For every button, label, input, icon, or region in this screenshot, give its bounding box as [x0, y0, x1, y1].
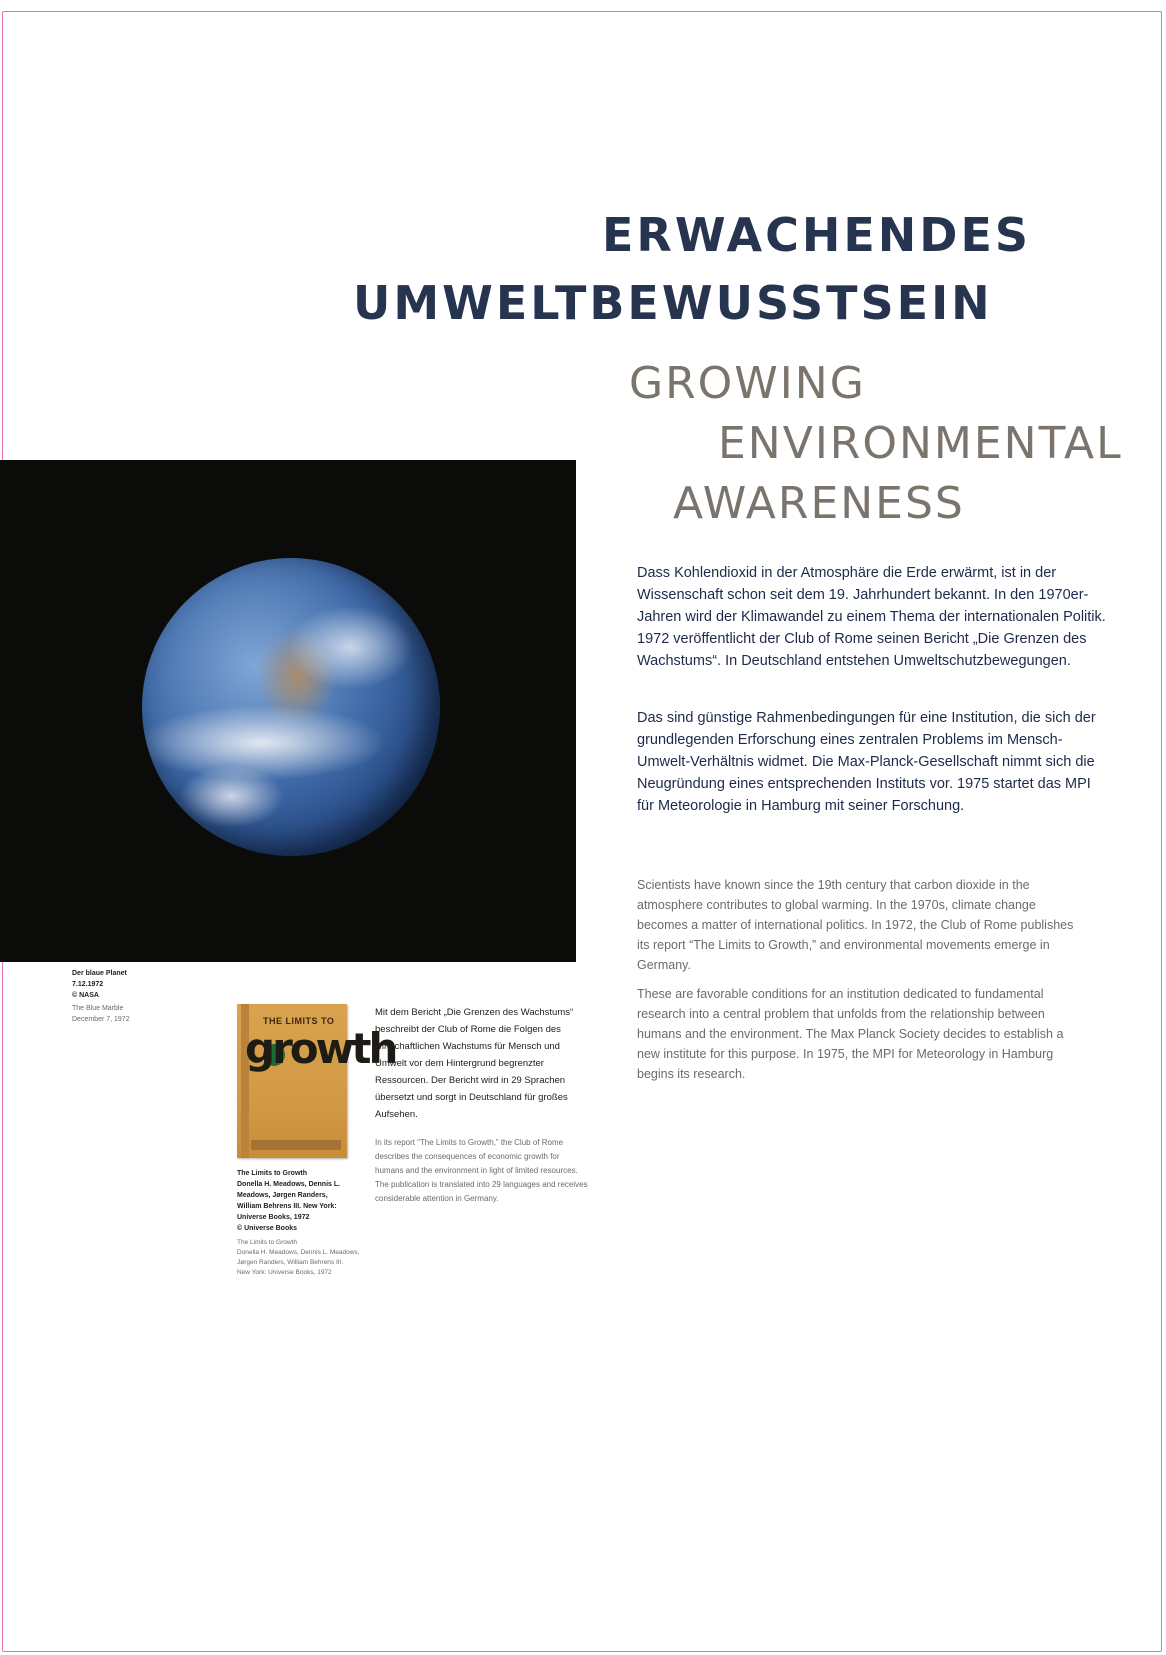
- title-german-line-2: UMWELTBEWUSSTSEIN: [353, 276, 993, 330]
- intro-paragraph-en-2: These are favorable conditions for an institution dedicated to fundamental research into a central problem that unfolds from the relationship between humans and the environment. The Max Planck Society decides to establish a new institute for this purpose. In 1975, the MPI for Meteorology in Hamburg begins its research.: [637, 987, 1064, 1081]
- book-cover-title: THE LIMITS TO: [263, 1016, 335, 1026]
- intro-paragraph-en-1: Scientists have known since the 19th century that carbon dioxide in the atmosphere contributes to global warming. In the 1970s, climate change becomes a matter of international politics. In 1972, the Club of Rome publishes its report “The Limits to Growth,” and environmental movements emerge in Germany.: [637, 878, 1074, 972]
- book-caption-de-line: Meadows, Jørgen Randers,: [237, 1192, 328, 1199]
- book-caption: [237, 1168, 377, 1278]
- book-cover-big-word: growth: [245, 1024, 396, 1073]
- title-german-line-1: ERWACHENDES: [602, 208, 1032, 262]
- intro-paragraph-de-1: Dass Kohlendioxid in der Atmosphäre die Erde erwärmt, ist in der Wissenschaft schon seit dem 19. Jahrhundert bekannt. In den 1970er-Jahren wird der Klimawandel zu einem Thema der internationalen Politik. 1972 veröffentlicht der Club of Rome seinen Bericht „Die Grenzen des Wachstums“. In Deutschland entstehen Umweltschutzbewegungen.: [637, 565, 1106, 669]
- book-description-en: In its report “The Limits to Growth,” the Club of Rome describes the consequences of economic growth for humans and the environment in light of limited resources. The publication is translated into 29 languages and receives considerable attention in Germany.: [375, 1138, 588, 1203]
- book-caption-de-line: Universe Books, 1972: [237, 1214, 310, 1221]
- book-cover-publisher-bar: [251, 1140, 341, 1150]
- book-caption-en-line: Donella H. Meadows, Dennis L. Meadows,: [237, 1249, 360, 1256]
- book-caption-en-line: The Limits to Growth: [237, 1239, 297, 1246]
- photo-caption-date-en: December 7, 1972: [72, 1016, 130, 1023]
- book-caption-de-line: Donella H. Meadows, Dennis L.: [237, 1181, 341, 1188]
- blue-marble-photo: [0, 460, 576, 962]
- title-english-line-1: GROWING: [629, 358, 866, 409]
- book-caption-de-line: William Behrens III. New York:: [237, 1203, 337, 1210]
- book-caption-de-line: The Limits to Growth: [237, 1170, 307, 1177]
- earth-globe-image: [142, 558, 440, 856]
- photo-caption-title-de: Der blaue Planet: [72, 970, 127, 977]
- book-description-de: Mit dem Bericht „Die Grenzen des Wachstums“ beschreibt der Club of Rome die Folgen des wirtschaftlichen Wachstums für Mensch und Umwelt vor dem Hintergrund begrenzter Ressourcen. Der Bericht wird in 29 Sprachen übersetzt und sorgt in Deutschland für großes Aufsehen.: [375, 1007, 574, 1120]
- photo-caption-title-en: The Blue Marble: [72, 1005, 124, 1012]
- intro-paragraph-de-2: Das sind günstige Rahmenbedingungen für eine Institution, die sich der grundlegenden Erforschung eines zentralen Problems im Mensch-Umwelt-Verhältnis widmet. Die Max-Planck-Gesellschaft nimmt sich die Neugründung eines entsprechenden Instituts vor. 1975 startet das MPI für Meteorologie in Hamburg mit seiner Forschung.: [637, 710, 1096, 814]
- photo-caption-date-de: 7.12.1972: [72, 981, 104, 988]
- book-caption-de-line: © Universe Books: [237, 1225, 298, 1232]
- book-caption-en-line: Jørgen Randers, William Behrens III.: [237, 1259, 344, 1266]
- photo-caption: [72, 968, 212, 1025]
- title-english-line-2: ENVIRONMENTAL: [718, 418, 1123, 469]
- title-english-line-3: AWARENESS: [673, 478, 965, 529]
- book-caption-en-line: New York: Universe Books, 1972: [237, 1269, 332, 1276]
- photo-caption-credit: © NASA: [72, 992, 99, 999]
- limits-to-growth-book-cover: [237, 1004, 396, 1158]
